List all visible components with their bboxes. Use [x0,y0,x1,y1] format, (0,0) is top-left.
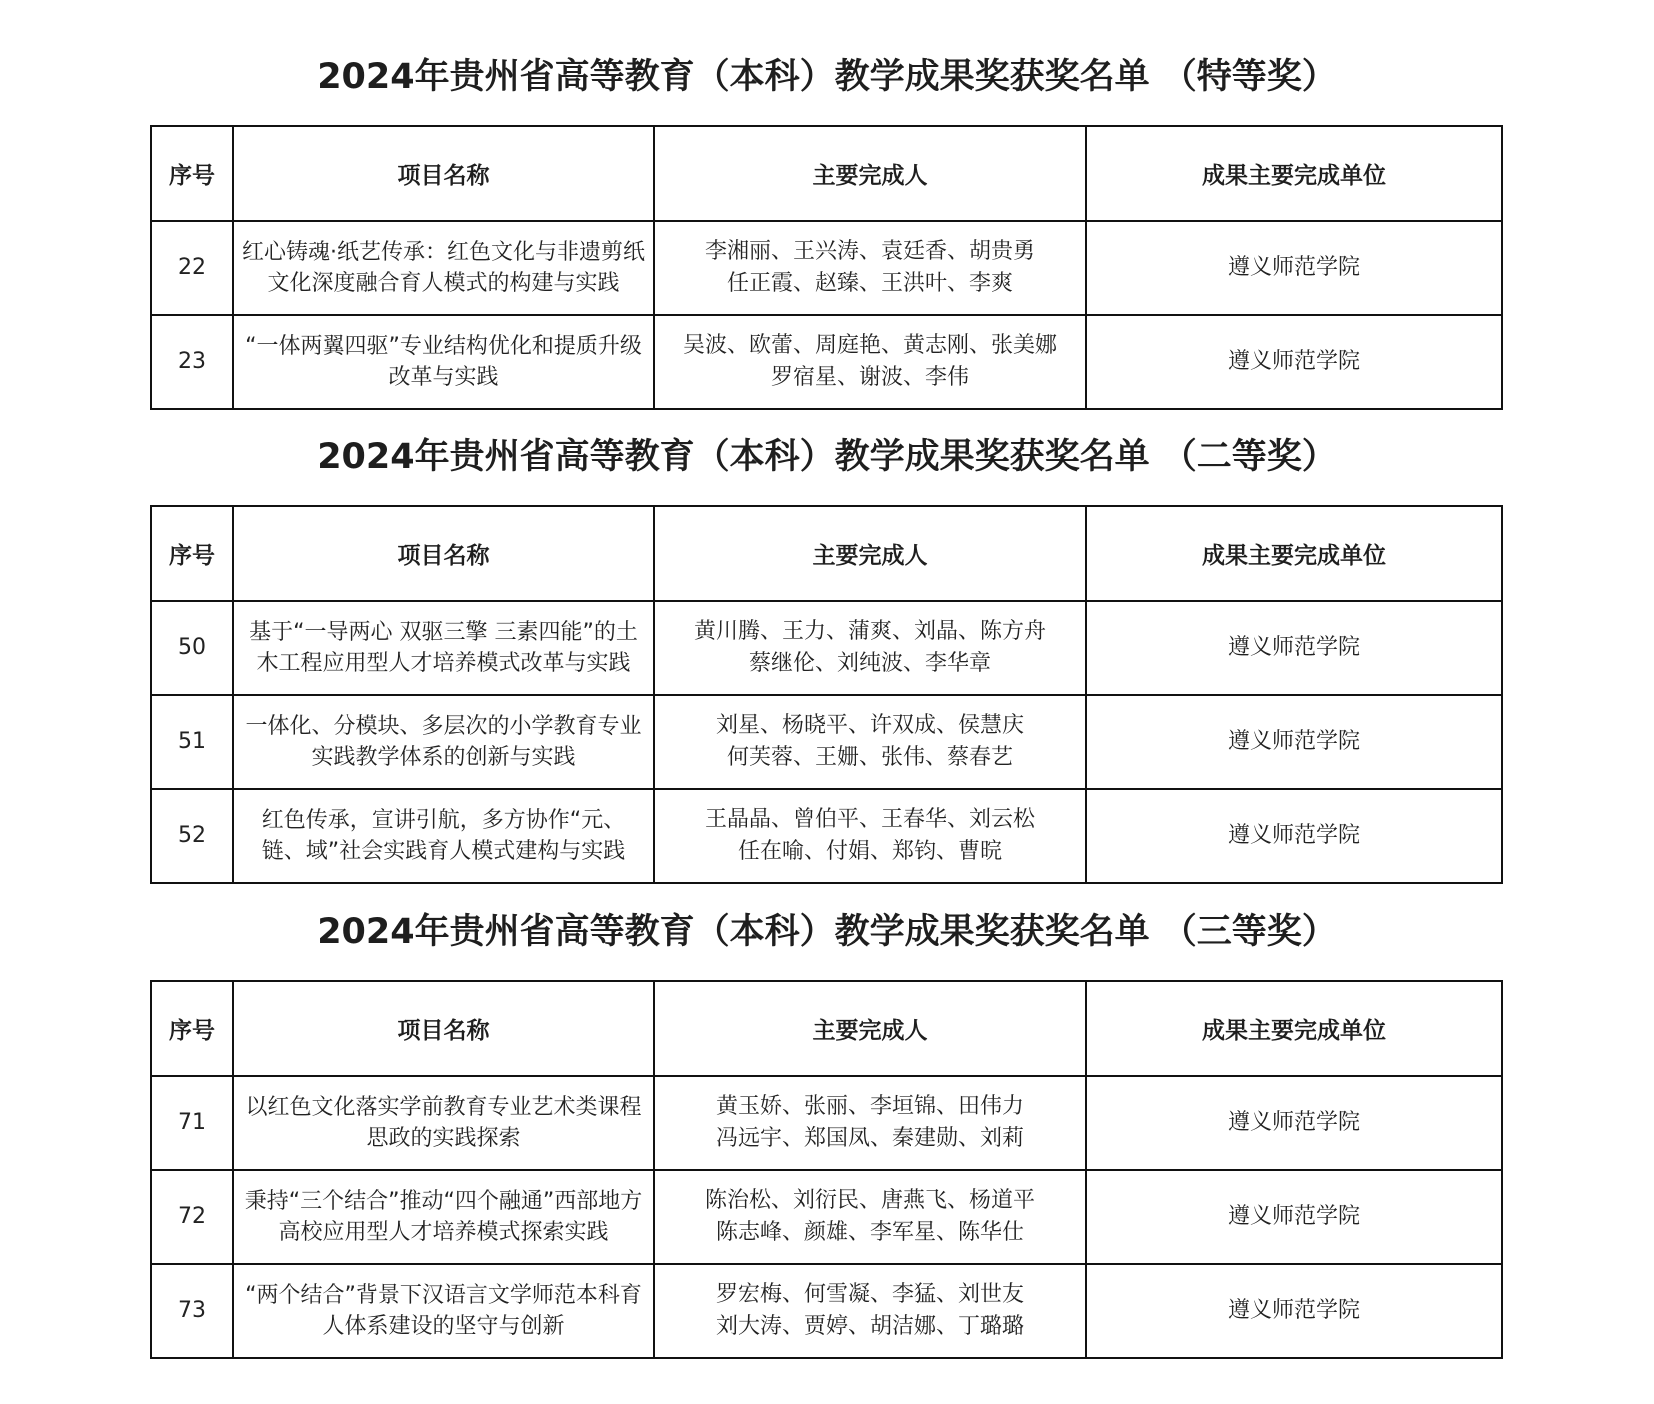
table-row [151,1170,1502,1264]
table-row [151,315,1502,409]
row-unit: 遵义师范学院 [1086,221,1502,315]
award-table-third [150,980,1503,1359]
header-num: 序号 [151,506,233,601]
header-project: 项目名称 [233,126,654,221]
row-unit: 遵义师范学院 [1086,1170,1502,1264]
row-members: 李湘丽、王兴涛、袁廷香、胡贵勇 任正霞、赵臻、王洪叶、李爽 [654,221,1086,315]
row-num: 50 [151,601,233,695]
table-row [151,789,1502,883]
header-num: 序号 [151,981,233,1076]
row-num: 22 [151,221,233,315]
row-members: 王晶晶、曾伯平、王春华、刘云松 任在喻、付娟、郑钧、曹晥 [654,789,1086,883]
row-project: “一体两翼四驱”专业结构优化和提质升级改革与实践 [233,315,654,409]
header-unit: 成果主要完成单位 [1086,506,1502,601]
header-unit: 成果主要完成单位 [1086,126,1502,221]
header-unit: 成果主要完成单位 [1086,981,1502,1076]
table-row [151,1264,1502,1358]
row-members: 黄川腾、王力、蒲爽、刘晶、陈方舟 蔡继伦、刘纯波、李华章 [654,601,1086,695]
header-members: 主要完成人 [654,126,1086,221]
row-project: 红心铸魂·纸艺传承：红色文化与非遗剪纸文化深度融合育人模式的构建与实践 [233,221,654,315]
row-project: 一体化、分模块、多层次的小学教育专业实践教学体系的创新与实践 [233,695,654,789]
row-unit: 遵义师范学院 [1086,695,1502,789]
table-header-row [151,981,1502,1076]
award-table-second [150,505,1503,884]
row-project: 秉持“三个结合”推动“四个融通”西部地方高校应用型人才培养模式探索实践 [233,1170,654,1264]
row-unit: 遵义师范学院 [1086,1076,1502,1170]
table-row [151,1076,1502,1170]
header-members: 主要完成人 [654,981,1086,1076]
section-title-special: 2024年贵州省高等教育（本科）教学成果奖获奖名单 （特等奖） [317,57,1337,97]
header-num: 序号 [151,126,233,221]
header-project: 项目名称 [233,981,654,1076]
row-num: 71 [151,1076,233,1170]
row-project: 基于“一导两心 双驱三擎 三素四能”的土木工程应用型人才培养模式改革与实践 [233,601,654,695]
row-num: 52 [151,789,233,883]
row-project: 以红色文化落实学前教育专业艺术类课程思政的实践探索 [233,1076,654,1170]
section-title-third: 2024年贵州省高等教育（本科）教学成果奖获奖名单 （三等奖） [317,912,1337,952]
section-title-second: 2024年贵州省高等教育（本科）教学成果奖获奖名单 （二等奖） [317,437,1337,477]
row-num: 73 [151,1264,233,1358]
row-num: 51 [151,695,233,789]
table-row [151,221,1502,315]
row-project: “两个结合”背景下汉语言文学师范本科育人体系建设的坚守与创新 [233,1264,654,1358]
row-members: 陈治松、刘衍民、唐燕飞、杨道平 陈志峰、颜雄、李军星、陈华仕 [654,1170,1086,1264]
table-header-row [151,126,1502,221]
row-unit: 遵义师范学院 [1086,315,1502,409]
header-members: 主要完成人 [654,506,1086,601]
row-unit: 遵义师范学院 [1086,1264,1502,1358]
row-members: 吴波、欧蕾、周庭艳、黄志刚、张美娜 罗宿星、谢波、李伟 [654,315,1086,409]
table-row [151,601,1502,695]
table-row [151,695,1502,789]
award-table-special [150,125,1503,410]
header-project: 项目名称 [233,506,654,601]
row-members: 罗宏梅、何雪凝、李猛、刘世友 刘大涛、贾婷、胡洁娜、丁璐璐 [654,1264,1086,1358]
row-num: 72 [151,1170,233,1264]
row-members: 黄玉娇、张丽、李垣锦、田伟力 冯远宇、郑国凤、秦建勋、刘莉 [654,1076,1086,1170]
row-num: 23 [151,315,233,409]
row-project: 红色传承，宣讲引航，多方协作“元、链、域”社会实践育人模式建构与实践 [233,789,654,883]
row-unit: 遵义师范学院 [1086,601,1502,695]
row-unit: 遵义师范学院 [1086,789,1502,883]
row-members: 刘星、杨晓平、许双成、侯慧庆 何芙蓉、王姗、张伟、蔡春艺 [654,695,1086,789]
table-header-row [151,506,1502,601]
